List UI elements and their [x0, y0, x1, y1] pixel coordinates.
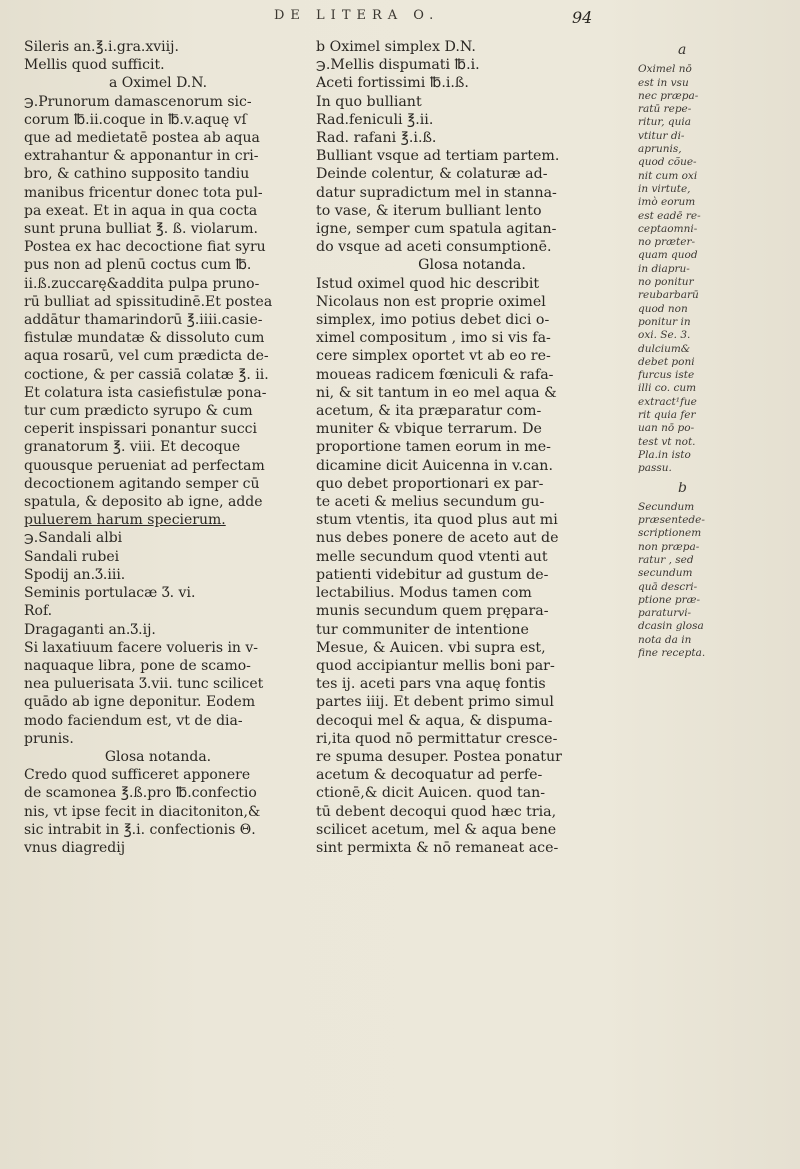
- side-notes-a-line: furcus iste: [638, 369, 695, 382]
- left-column-line: Sileris an.℥.i.gra.xviij.: [24, 39, 179, 55]
- left-column-line: vnus diagredij: [24, 839, 126, 856]
- left-column-line: Mellis quod sufficit.: [24, 57, 165, 74]
- side-notes-a-line: test vt not.: [638, 435, 696, 448]
- left-column-line: que ad medietatē postea ab aqua: [24, 130, 260, 147]
- middle-column: [316, 38, 628, 857]
- middle-column-line: ni, & sit tantum in eo mel aqua &: [316, 384, 557, 401]
- middle-column-line: tū debent decoqui quod hæc tria,: [316, 803, 557, 820]
- middle-column-line: Bulliant vsque ad tertiam partem.: [316, 148, 560, 165]
- left-column-line: Seminis portulacæ Ʒ. vi.: [24, 585, 196, 602]
- middle-column-line: scilicet acetum, mel & aqua bene: [316, 821, 557, 838]
- left-column-line: Dragaganti an.Ʒ.ij.: [24, 621, 156, 638]
- middle-column-line: simplex, imo potius debet dici o-: [316, 312, 550, 329]
- middle-column-line: b Oximel simplex D.N.: [316, 39, 476, 55]
- left-column-line: sunt pruna bulliat ℥. ß. violarum.: [24, 221, 258, 238]
- left-column-line: ℈.Prunorum damascenorum sic-: [24, 93, 252, 110]
- side-notes-a-line: ritur, quia: [638, 116, 692, 129]
- side-notes-b-line: quā descri-: [638, 580, 698, 593]
- left-column-line: sic intrabit in ℥.i. confectionis Θ.: [24, 821, 256, 838]
- left-column-line: Credo quod sufficeret apponere: [24, 767, 251, 784]
- middle-column-line: ℈.Mellis dispumati ℔.i.: [316, 57, 480, 74]
- left-column-line: Spodij an.Ʒ.iii.: [24, 566, 126, 583]
- side-notes-b-line: dcasin glosa: [638, 620, 704, 633]
- side-notes-a-line: vtitur di-: [638, 129, 685, 142]
- left-column-line: addātur thamarindorū ℥.iiii.casie-: [24, 312, 263, 329]
- middle-column-line: Deinde colentur, & colaturæ ad-: [316, 166, 548, 183]
- side-notes-a-line: imò eorum: [638, 196, 696, 209]
- side-notes-a-line: ceptaomni-: [638, 222, 698, 235]
- side-notes-b-line: non præpa-: [638, 540, 700, 553]
- middle-column-line: decoqui mel & aqua, & dispuma-: [316, 712, 553, 729]
- side-notes-a-line: passu.: [638, 462, 672, 475]
- middle-column-line: datur supradictum mel in stanna-: [316, 184, 557, 201]
- middle-column-line: Glosa notanda.: [418, 257, 526, 274]
- side-notes-a-line: Pla.in isto: [638, 448, 691, 461]
- side-notes-a-line: in diapru-: [638, 262, 690, 275]
- page-number: 94: [572, 8, 593, 27]
- middle-column-line: nus debes ponere de aceto aut de: [316, 530, 559, 547]
- left-column-line: granatorum ℥. viii. Et decoque: [24, 439, 241, 456]
- marginal-note-b: [638, 482, 776, 661]
- left-column-line: de scamonea ℥.ß.pro ℔.confectio: [24, 785, 257, 802]
- side-notes-b-line: ratur , sed: [638, 553, 694, 566]
- side-notes-a-line: debet poni: [638, 355, 695, 368]
- side-notes-a-line: in virtute,: [638, 182, 691, 195]
- side-notes-a-line: rit quia fer: [638, 409, 696, 422]
- side-notes-a-line: nit cum oxi: [638, 169, 698, 182]
- middle-column-line: do vsque ad aceti consumptionē.: [316, 239, 552, 256]
- left-column-line: a Oximel D.N.: [108, 75, 208, 92]
- left-column-line: nea puluerisata Ʒ.vii. tunc scilicet: [24, 676, 264, 693]
- middle-column-line: igne, semper cum spatula agitan-: [316, 221, 557, 238]
- middle-column-line: Rad.feniculi ℥.ii.: [316, 111, 434, 128]
- left-column-line: fistulæ mundatæ & dissoluto cum: [24, 330, 265, 347]
- side-notes-b-line: paraturvi-: [638, 607, 692, 620]
- side-notes-b-line: ptione præ-: [638, 593, 701, 606]
- middle-column-line: acetum & decoquatur ad perfe-: [316, 767, 543, 784]
- left-column-line: extrahantur & apponantur in cri-: [24, 148, 259, 165]
- left-column-line: modo faciendum est, vt de dia-: [24, 712, 243, 729]
- side-notes-b-line: fine recepta.: [638, 647, 706, 660]
- left-column-line: pa exeat. Et in aqua in qua cocta: [24, 202, 258, 219]
- middle-column-line: to vase, & iterum bulliant lento: [316, 202, 542, 219]
- left-column-line: pus non ad plenū coctus cum ℔.: [24, 257, 252, 274]
- side-notes-b-line: b: [678, 481, 687, 495]
- side-notes-a-line: uan nō po-: [638, 422, 695, 435]
- middle-column-line: quo debet proportionari ex par-: [316, 475, 544, 492]
- left-column-line: coctione, & per cassiā colatæ ℥. ii.: [24, 366, 269, 383]
- text-columns: [24, 38, 786, 857]
- left-column-line: Glosa notanda.: [104, 748, 212, 765]
- left-column-line: nis, vt ipse fecit in diacitoniton,&: [24, 803, 261, 820]
- side-notes-a-line: est eadē re-: [638, 209, 701, 222]
- middle-column-line: tes ij. aceti pars vna aquę fontis: [316, 676, 546, 693]
- middle-column-line: quod accipiantur mellis boni par-: [316, 657, 555, 674]
- middle-column-line: munis secundum quem prępara-: [316, 603, 549, 620]
- middle-column-line: moueas radicem fœniculi & rafa-: [316, 366, 554, 383]
- middle-column-line: proportione tamen eorum in me-: [316, 439, 551, 456]
- middle-column-line: stum vtentis, ita quod plus aut mi: [316, 512, 558, 529]
- marginal-notes: [638, 38, 776, 857]
- left-column-line: ii.ß.zuccarę&addita pulpa pruno-: [24, 275, 260, 292]
- left-column-line: prunis.: [24, 730, 74, 747]
- running-head: DE LITERA O.: [274, 8, 440, 23]
- middle-column-line: Istud oximel quod hic describit: [316, 275, 540, 292]
- middle-column-line: patienti videbitur ad gustum de-: [316, 566, 549, 583]
- side-notes-a-line: est in vsu: [638, 76, 689, 89]
- left-column-line: tur cum prædicto syrupo & cum: [24, 403, 253, 420]
- side-notes-b-line: nota da in: [638, 633, 692, 646]
- middle-column-line: lectabilius. Modus tamen com: [316, 585, 532, 602]
- left-column-line: naquaque libra, pone de scamo-: [24, 657, 251, 674]
- middle-column-line: ri,ita quod nō permittatur cresce-: [316, 730, 558, 747]
- middle-column-line: In quo bulliant: [316, 93, 422, 110]
- side-notes-b-line: præsentede-: [638, 514, 705, 527]
- side-notes-a-line: aprunis,: [638, 143, 682, 156]
- middle-column-line: re spuma desuper. Postea ponatur: [316, 748, 562, 765]
- side-notes-a-line: quod non: [638, 302, 688, 315]
- middle-column-line: cere simplex oportet vt ab eo re-: [316, 348, 551, 365]
- middle-column-line: Nicolaus non est proprie oximel: [316, 293, 546, 310]
- marginal-note-a: [638, 44, 776, 476]
- left-column-line: Rof.: [24, 603, 53, 620]
- side-notes-a-line: Oximel nō: [638, 63, 692, 76]
- side-notes-a-line: no ponitur: [638, 276, 694, 289]
- left-column-line: aqua rosarū, vel cum prædicta de-: [24, 348, 269, 365]
- middle-column-line: melle secundum quod vtenti aut: [316, 548, 548, 565]
- side-notes-a-line: ratū repe-: [638, 103, 692, 116]
- side-notes-a-line: quam quod: [638, 249, 698, 262]
- middle-column-line: ctionē,& dicit Auicen. quod tan-: [316, 785, 546, 802]
- left-column-line: Sandali rubei: [24, 548, 120, 565]
- left-column-line: Postea ex hac decoctione fiat syru: [24, 239, 266, 256]
- side-notes-a-line: nec præpa-: [638, 89, 699, 102]
- left-column-line: Si laxatiuum facere volueris in v-: [24, 639, 259, 656]
- left-column-line: quādo ab igne deponitur. Eodem: [24, 694, 256, 711]
- page-header: [24, 8, 786, 38]
- side-notes-b-line: Secundum: [638, 500, 695, 513]
- middle-column-line: Aceti fortissimi ℔.i.ß.: [316, 75, 469, 92]
- left-column-line: spatula, & deposito ab igne, adde: [24, 494, 263, 511]
- left-column-line: Et colatura ista casiefistulæ pona-: [24, 384, 267, 401]
- middle-column-line: muniter & vbique terrarum. De: [316, 421, 542, 438]
- middle-column-line: tur communiter de intentione: [316, 621, 529, 638]
- left-column-line: quousque perueniat ad perfectam: [24, 457, 265, 474]
- side-notes-a-line: dulcium&: [638, 342, 691, 355]
- left-column-line: manibus fricentur donec tota pul-: [24, 184, 263, 201]
- left-column-line: bro, & cathino supposito tandiu: [24, 166, 250, 183]
- middle-column-line: Rad. rafani ℥.i.ß.: [316, 130, 437, 147]
- left-column-line: ceperit inspissari ponantur succi: [24, 421, 257, 438]
- middle-column-line: ximel compositum , imo si vis fa-: [316, 330, 551, 347]
- left-column-line: rū bulliat ad spissitudinē.Et postea: [24, 293, 273, 310]
- middle-column-line: partes iiij. Et debent primo simul: [316, 694, 554, 711]
- left-column-line: puluerem harum specierum.: [24, 512, 226, 529]
- side-notes-a-line: no præter-: [638, 236, 696, 249]
- left-column-line: corum ℔.ii.coque in ℔.v.aquę vſ: [24, 111, 247, 128]
- middle-column-line: Mesue, & Auicen. vbi supra est,: [316, 639, 546, 656]
- side-notes-a-line: a: [678, 44, 687, 58]
- middle-column-line: te aceti & melius secundum gu-: [316, 494, 545, 511]
- middle-column-line: dicamine dicit Auicenna in v.can.: [316, 457, 553, 474]
- middle-column-line: acetum, & ita præparatur com-: [316, 403, 542, 420]
- left-column: [24, 38, 292, 857]
- side-notes-a-line: extract¹fue: [638, 395, 697, 408]
- side-notes-a-line: quod cõue-: [638, 156, 697, 169]
- side-notes-a-line: reubarbarū: [638, 289, 699, 302]
- middle-column-line: sint permixta & nō remaneat ace-: [316, 839, 559, 856]
- side-notes-a-line: ponitur in: [638, 315, 691, 328]
- left-column-line: ℈.Sandali albi: [24, 530, 123, 547]
- side-notes-a-line: illi co. cum: [638, 382, 697, 395]
- side-notes-b-line: secundum: [638, 567, 693, 580]
- side-notes-a-line: oxi. Se. 3.: [638, 329, 691, 342]
- left-column-line: decoctionem agitando semper cū: [24, 475, 260, 492]
- side-notes-b-line: scriptionem: [638, 527, 702, 540]
